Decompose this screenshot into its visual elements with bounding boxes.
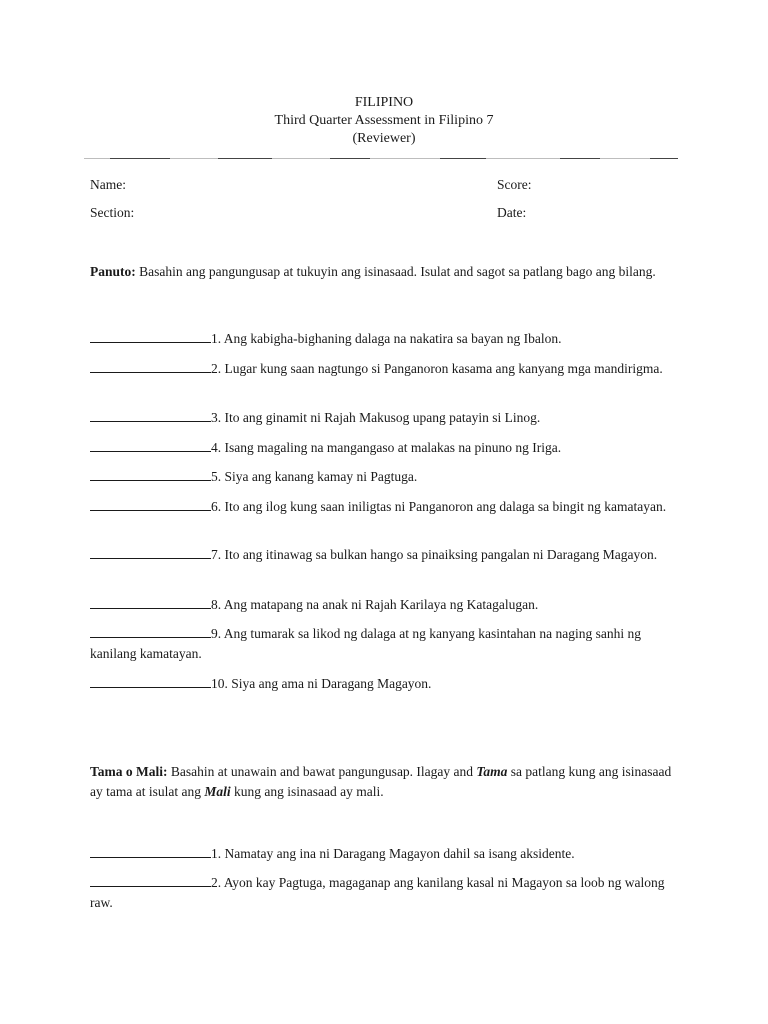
part1-question (90, 438, 680, 458)
part2-instruction-text: Basahin at unawain and bawat pangungusap. Ilagay and (167, 764, 477, 779)
question-text: 9. Ang tumarak sa likod ng dalaga at ng kanyang kasintahan na naging sanhi ng kanilang kamatayan. (90, 626, 642, 661)
question-text: 1. Namatay ang ina ni Daragang Magayon dahil sa isang aksidente. (211, 846, 575, 861)
part1-instructions (90, 262, 680, 282)
part1-question (90, 624, 680, 663)
header-divider-segment (650, 158, 678, 159)
header-divider-segment (110, 158, 170, 159)
answer-blank[interactable] (90, 546, 211, 559)
part2-heading: Tama o Mali: (90, 764, 168, 779)
question-text: 10. Siya ang ama ni Daragang Magayon. (211, 676, 432, 691)
part2-instruction-text: kung ang isinasaad ay mali. (230, 784, 384, 799)
part1-question (90, 674, 680, 694)
name-label: Name: (90, 177, 126, 192)
answer-blank[interactable] (90, 409, 211, 422)
part1-instruction-text: Basahin ang pangungusap at tukuyin ang isinasaad. Isulat and sagot sa patlang bago ang bilang. (135, 264, 656, 279)
assessment-title: Third Quarter Assessment in Filipino 7 (274, 113, 494, 128)
date-label: Date: (497, 205, 527, 220)
header-divider-segment (560, 158, 600, 159)
question-text: 8. Ang matapang na anak ni Rajah Karilaya ng Katagalugan. (211, 597, 539, 612)
answer-blank[interactable] (90, 845, 211, 858)
answer-blank[interactable] (90, 675, 211, 688)
section-label: Section: (90, 205, 135, 220)
question-text: 2. Ayon kay Pagtuga, magaganap ang kanilang kasal ni Magayon sa loob ng walong raw. (90, 875, 665, 910)
question-text: 2. Lugar kung saan nagtungo si Panganoron kasama ang kanyang mga mandirigma. (211, 361, 663, 376)
part1-question (90, 545, 680, 565)
document-header (0, 94, 768, 148)
answer-blank[interactable] (90, 874, 211, 887)
part1-question (90, 595, 680, 615)
part1-question (90, 497, 680, 517)
question-text: 5. Siya ang kanang kamay ni Pagtuga. (211, 469, 418, 484)
answer-blank[interactable] (90, 625, 211, 638)
answer-blank[interactable] (90, 498, 211, 511)
part1-question (90, 359, 680, 379)
score-label: Score: (497, 177, 532, 192)
section-date-row (90, 205, 680, 223)
question-text: 3. Ito ang ginamit ni Rajah Makusog upang patayin si Linog. (211, 410, 541, 425)
answer-blank[interactable] (90, 330, 211, 343)
question-text: 7. Ito ang itinawag sa bulkan hango sa pinaiksing pangalan ni Daragang Magayon. (211, 547, 658, 562)
header-divider-segment (440, 158, 486, 159)
answer-blank[interactable] (90, 468, 211, 481)
tama-keyword: Tama (476, 764, 508, 779)
subject-title: FILIPINO (354, 95, 414, 110)
answer-blank[interactable] (90, 360, 211, 373)
part1-heading: Panuto: (90, 264, 136, 279)
name-score-row (90, 177, 680, 195)
part2-instruction-text: sa patlang kung ang isinasaad ay tama at isulat ang (90, 764, 672, 799)
part2-question (90, 844, 680, 864)
assessment-subtitle: (Reviewer) (352, 131, 416, 146)
part2-instructions (90, 762, 680, 802)
mali-keyword: Mali (204, 784, 231, 799)
question-text: 6. Ito ang ilog kung saan iniligtas ni Panganoron ang dalaga sa bingit ng kamatayan. (211, 499, 667, 514)
answer-blank[interactable] (90, 439, 211, 452)
header-divider-segment (218, 158, 272, 159)
part2-question (90, 873, 680, 912)
part1-question (90, 408, 680, 428)
part1-question (90, 329, 680, 349)
part1-question (90, 467, 680, 487)
header-divider-segment (330, 158, 370, 159)
question-text: 1. Ang kabigha-bighaning dalaga na nakatira sa bayan ng Ibalon. (211, 331, 562, 346)
answer-blank[interactable] (90, 596, 211, 609)
question-text: 4. Isang magaling na mangangaso at malakas na pinuno ng Iriga. (211, 440, 562, 455)
